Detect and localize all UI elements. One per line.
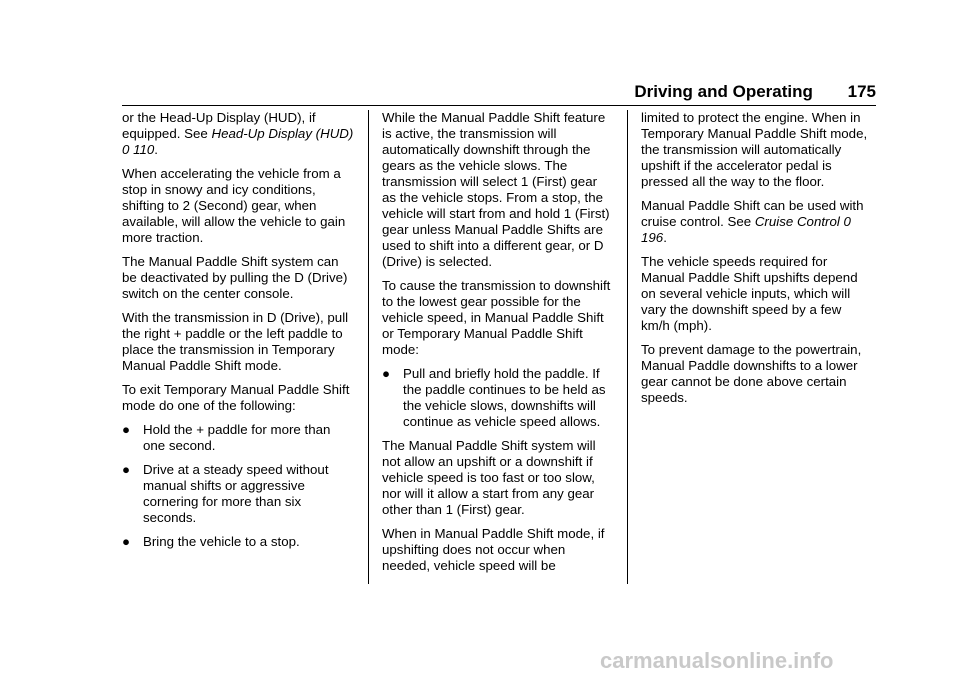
column-divider-1 xyxy=(368,110,369,584)
paragraph: With the transmission in D (Drive), pull the right + paddle or the left paddle to place the transmission in Temporary Manual Paddle Shift mode. xyxy=(122,310,349,373)
page-reference[interactable]: 0 110 xyxy=(122,142,155,157)
paragraph: To cause the transmission to downshift to the lowest gear possible for the vehicle speed, in Manual Paddle Shift or Temporary Manual Paddle Shift mode: xyxy=(382,278,611,357)
cross-reference-link[interactable]: Cruise Control xyxy=(754,214,840,229)
column-3 xyxy=(641,110,873,414)
paragraph: To prevent damage to the powertrain, Manual Paddle downshifts to a lower gear cannot be done above certain speeds. xyxy=(641,342,862,405)
bullet-icon: ● xyxy=(382,366,391,381)
paragraph: or the Head-Up Display (HUD), if equipped. See Head-Up Display (HUD) 0 110. xyxy=(122,110,354,157)
bullet-icon: ● xyxy=(122,422,131,437)
page-header xyxy=(0,82,876,102)
list-item: ● Hold the + paddle for more than one second. xyxy=(122,422,331,453)
list-item: ● Pull and briefly hold the paddle. If the paddle continues to be held as the vehicle slows, downshifts will continue as vehicle speed allows. xyxy=(382,366,606,429)
page-reference[interactable]: 0 196 xyxy=(641,214,851,245)
paragraph: When accelerating the vehicle from a stop in snowy and icy conditions, shifting to 2 (Second) gear, when available, will allow the vehicle to gain more traction. xyxy=(122,166,346,245)
paragraph: The Manual Paddle Shift system can be deactivated by pulling the D (Drive) switch on the center console. xyxy=(122,254,348,301)
column-2 xyxy=(382,110,614,582)
paragraph: While the Manual Paddle Shift feature is active, the transmission will automatically downshift through the gears as the vehicle slows. The transmission will select 1 (First) gear as the vehicle stops. From a stop, the vehicle will start from and hold 1 (First) gear unless Manual Paddle Shifts are used to shift into a different gear, or D (Drive) is selected. xyxy=(382,110,610,269)
page-number: 175 xyxy=(847,82,876,101)
paragraph: The vehicle speeds required for Manual Paddle Shift upshifts depend on several vehicle inputs, which will vary the downshift speed by a few km/h (mph). xyxy=(641,254,858,333)
column-1 xyxy=(122,110,354,558)
paragraph: Manual Paddle Shift can be used with cruise control. See Cruise Control 0 196. xyxy=(641,198,864,245)
bullet-icon: ● xyxy=(122,462,131,477)
list-item: ● Drive at a steady speed without manual shifts or aggressive cornering for more than six seconds. xyxy=(122,462,329,525)
list-item: ● Bring the vehicle to a stop. xyxy=(122,534,300,549)
paragraph: limited to protect the engine. When in Temporary Manual Paddle Shift mode, the transmission will automatically upshift if the accelerator pedal is pressed all the way to the floor. xyxy=(641,110,868,189)
paragraph: When in Manual Paddle Shift mode, if upshifting does not occur when needed, vehicle speed will be xyxy=(382,526,605,573)
section-title: Driving and Operating xyxy=(634,82,813,101)
paragraph: The Manual Paddle Shift system will not allow an upshift or a downshift if vehicle speed is too fast or too slow, nor will it allow a start from any gear other than 1 (First) gear. xyxy=(382,438,596,517)
paragraph: To exit Temporary Manual Paddle Shift mode do one of the following: xyxy=(122,382,350,413)
watermark: carmanualsonline.info xyxy=(600,648,834,673)
bullet-icon: ● xyxy=(122,534,131,549)
cross-reference-link[interactable]: Head-Up Display (HUD) xyxy=(211,126,354,141)
header-rule xyxy=(122,105,876,106)
column-divider-2 xyxy=(627,110,628,584)
